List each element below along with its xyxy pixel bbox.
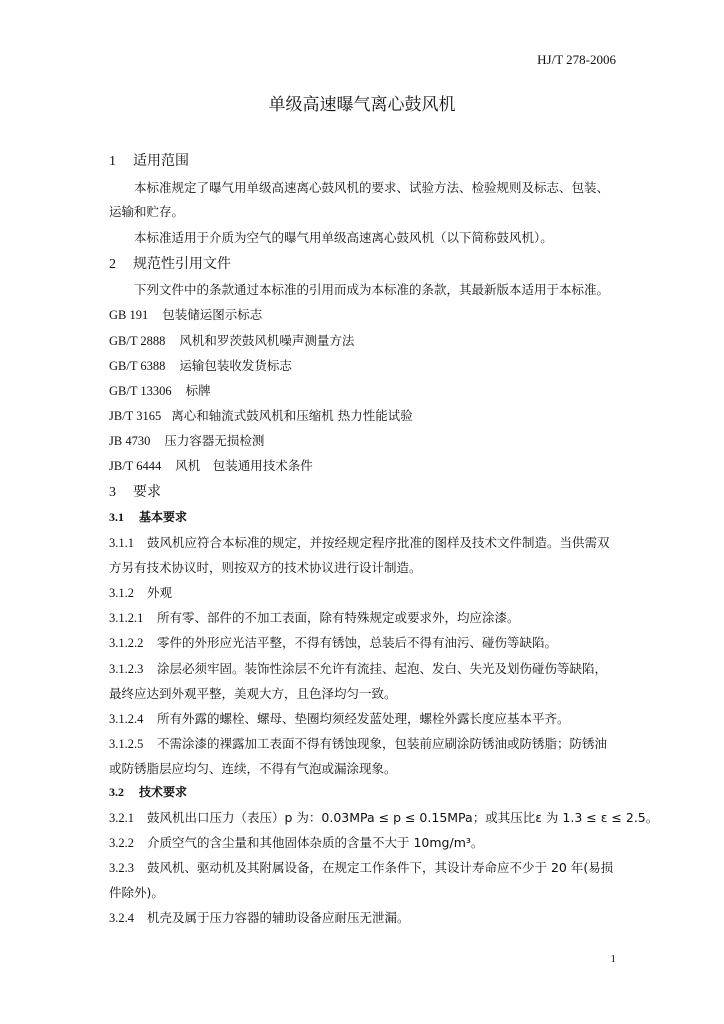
subsection-number: 3.1 xyxy=(109,510,124,524)
clause-number: 3.1.2.4 xyxy=(109,712,144,726)
paragraph-line: 下列文件中的条款通过本标准的引用而成为本标准的条款，其最新版本适用于本标准。 xyxy=(134,282,610,297)
section-1-heading xyxy=(109,150,189,170)
clause-number: 3.1.2.5 xyxy=(109,737,144,751)
section-title: 适用范围 xyxy=(133,153,189,169)
clause-text: 所有外露的螺栓、螺母、垫圈均须经发蓝处理，螺栓外露长度应基本平齐。 xyxy=(157,711,570,726)
clause-3-2-3 xyxy=(109,858,613,876)
reference-item xyxy=(109,356,292,374)
reference-code: GB/T 13306 xyxy=(109,384,172,398)
clause-3-2-4 xyxy=(109,908,410,926)
reference-title: 风机 包装通用技术条件 xyxy=(175,458,313,473)
clause-3-2-2 xyxy=(109,833,483,851)
clause-text: 鼓风机应符合本标准的规定，并按经规定程序批准的图样及技术文件制造。当供需双 xyxy=(147,535,610,550)
reference-item xyxy=(109,406,413,424)
clause-text: 所有零、部件的不加工表面，除有特殊规定或要求外，均应涂漆。 xyxy=(157,610,520,625)
paragraph-line: 本标准规定了曝气用单级高速离心鼓风机的要求、试验方法、检验规则及标志、包装、 xyxy=(134,180,610,195)
clause-number: 3.2.4 xyxy=(109,911,134,925)
clause-3-1-2 xyxy=(109,583,172,601)
clause-text: 介质空气的含尘量和其他固体杂质的含量不大于 10mg/m³。 xyxy=(147,835,484,850)
reference-code: GB/T 2888 xyxy=(109,334,166,348)
clause-continuation: 件除外)。 xyxy=(109,885,164,900)
clause-number: 3.1.2.1 xyxy=(109,611,144,625)
clause-3-1-1 xyxy=(109,533,610,551)
clause-number: 3.2.2 xyxy=(109,836,134,850)
reference-title: 风机和罗茨鼓风机噪声测量方法 xyxy=(179,333,355,348)
reference-item xyxy=(109,331,354,349)
section-2-heading xyxy=(109,253,231,273)
section-number: 2 xyxy=(109,257,116,272)
clause-text: 不需涂漆的裸露加工表面不得有锈蚀现象，包装前应刷涂防锈油或防锈脂；防锈油 xyxy=(157,736,608,751)
reference-title: 运输包装收发货标志 xyxy=(179,358,292,373)
clause-number: 3.2.1 xyxy=(109,811,134,825)
clause-3-1-2-4 xyxy=(109,709,570,727)
standard-number: HJ/T 278-2006 xyxy=(537,52,616,67)
page-number: 1 xyxy=(610,953,616,965)
reference-code: JB 4730 xyxy=(109,434,151,448)
reference-title: 离心和轴流式鼓风机和压缩机 热力性能试验 xyxy=(171,408,413,423)
subsection-title: 技术要求 xyxy=(139,785,188,799)
clause-text: 鼓风机、驱动机及其附属设备，在规定工作条件下，其设计寿命应不少于 20 年(易损 xyxy=(147,860,614,875)
reference-title: 压力容器无损检测 xyxy=(164,433,265,448)
clause-number: 3.1.1 xyxy=(109,536,134,550)
section-number: 3 xyxy=(109,485,116,500)
reference-item xyxy=(109,456,313,474)
clause-3-1-2-2 xyxy=(109,633,557,651)
section-title: 要求 xyxy=(133,484,161,500)
clause-text: 机壳及属于压力容器的辅助设备应耐压无泄漏。 xyxy=(147,910,410,925)
reference-item xyxy=(109,305,262,323)
clause-continuation: 最终应达到外观平整，美观大方，且色泽均匀一致。 xyxy=(109,686,397,701)
clause-text: 鼓风机出口压力（表压）p 为：0.03MPa ≤ p ≤ 0.15MPa；或其压比ε 为 1.3 ≤ ε ≤ 2.5。 xyxy=(147,810,659,825)
section-title: 规范性引用文件 xyxy=(133,256,231,272)
clause-continuation: 或防锈脂层应均匀、连续，不得有气泡或漏涂现象。 xyxy=(109,761,397,776)
reference-code: JB/T 3165 xyxy=(109,409,162,423)
reference-item xyxy=(109,381,211,399)
reference-code: GB 191 xyxy=(109,308,149,322)
reference-code: GB/T 6388 xyxy=(109,359,166,373)
clause-3-1-2-1 xyxy=(109,608,520,626)
subsection-3-1-heading xyxy=(109,508,187,525)
subsection-title: 基本要求 xyxy=(139,510,188,524)
paragraph-line: 本标准适用于介质为空气的曝气用单级高速离心鼓风机（以下简称鼓风机）。 xyxy=(134,230,553,245)
clause-3-1-2-3 xyxy=(109,659,607,677)
reference-item xyxy=(109,431,264,449)
clause-text: 涂层必须牢固。装饰性涂层不允许有流挂、起泡、发白、失光及划伤碰伤等缺陷， xyxy=(157,661,608,676)
reference-title: 包装储运图示标志 xyxy=(162,307,263,322)
clause-number: 3.1.2.2 xyxy=(109,636,144,650)
paragraph-line: 运输和贮存。 xyxy=(109,204,185,219)
document-title: 单级高速曝气离心鼓风机 xyxy=(268,95,456,115)
section-number: 1 xyxy=(109,154,116,169)
section-3-heading xyxy=(109,481,161,501)
reference-code: JB/T 6444 xyxy=(109,459,162,473)
subsection-3-2-heading xyxy=(109,783,187,800)
reference-title: 标牌 xyxy=(185,383,211,398)
clause-number: 3.1.2 xyxy=(109,586,134,600)
clause-text: 外观 xyxy=(147,585,173,600)
clause-number: 3.2.3 xyxy=(109,861,134,875)
clause-text: 零件的外形应光洁平整，不得有锈蚀，总装后不得有油污、碰伤等缺陷。 xyxy=(157,635,558,650)
clause-3-2-1 xyxy=(109,808,658,826)
clause-3-1-2-5 xyxy=(109,734,607,752)
clause-continuation: 方另有技术协议时，则按双方的技术协议进行设计制造。 xyxy=(109,560,422,575)
subsection-number: 3.2 xyxy=(109,785,124,799)
clause-number: 3.1.2.3 xyxy=(109,662,144,676)
